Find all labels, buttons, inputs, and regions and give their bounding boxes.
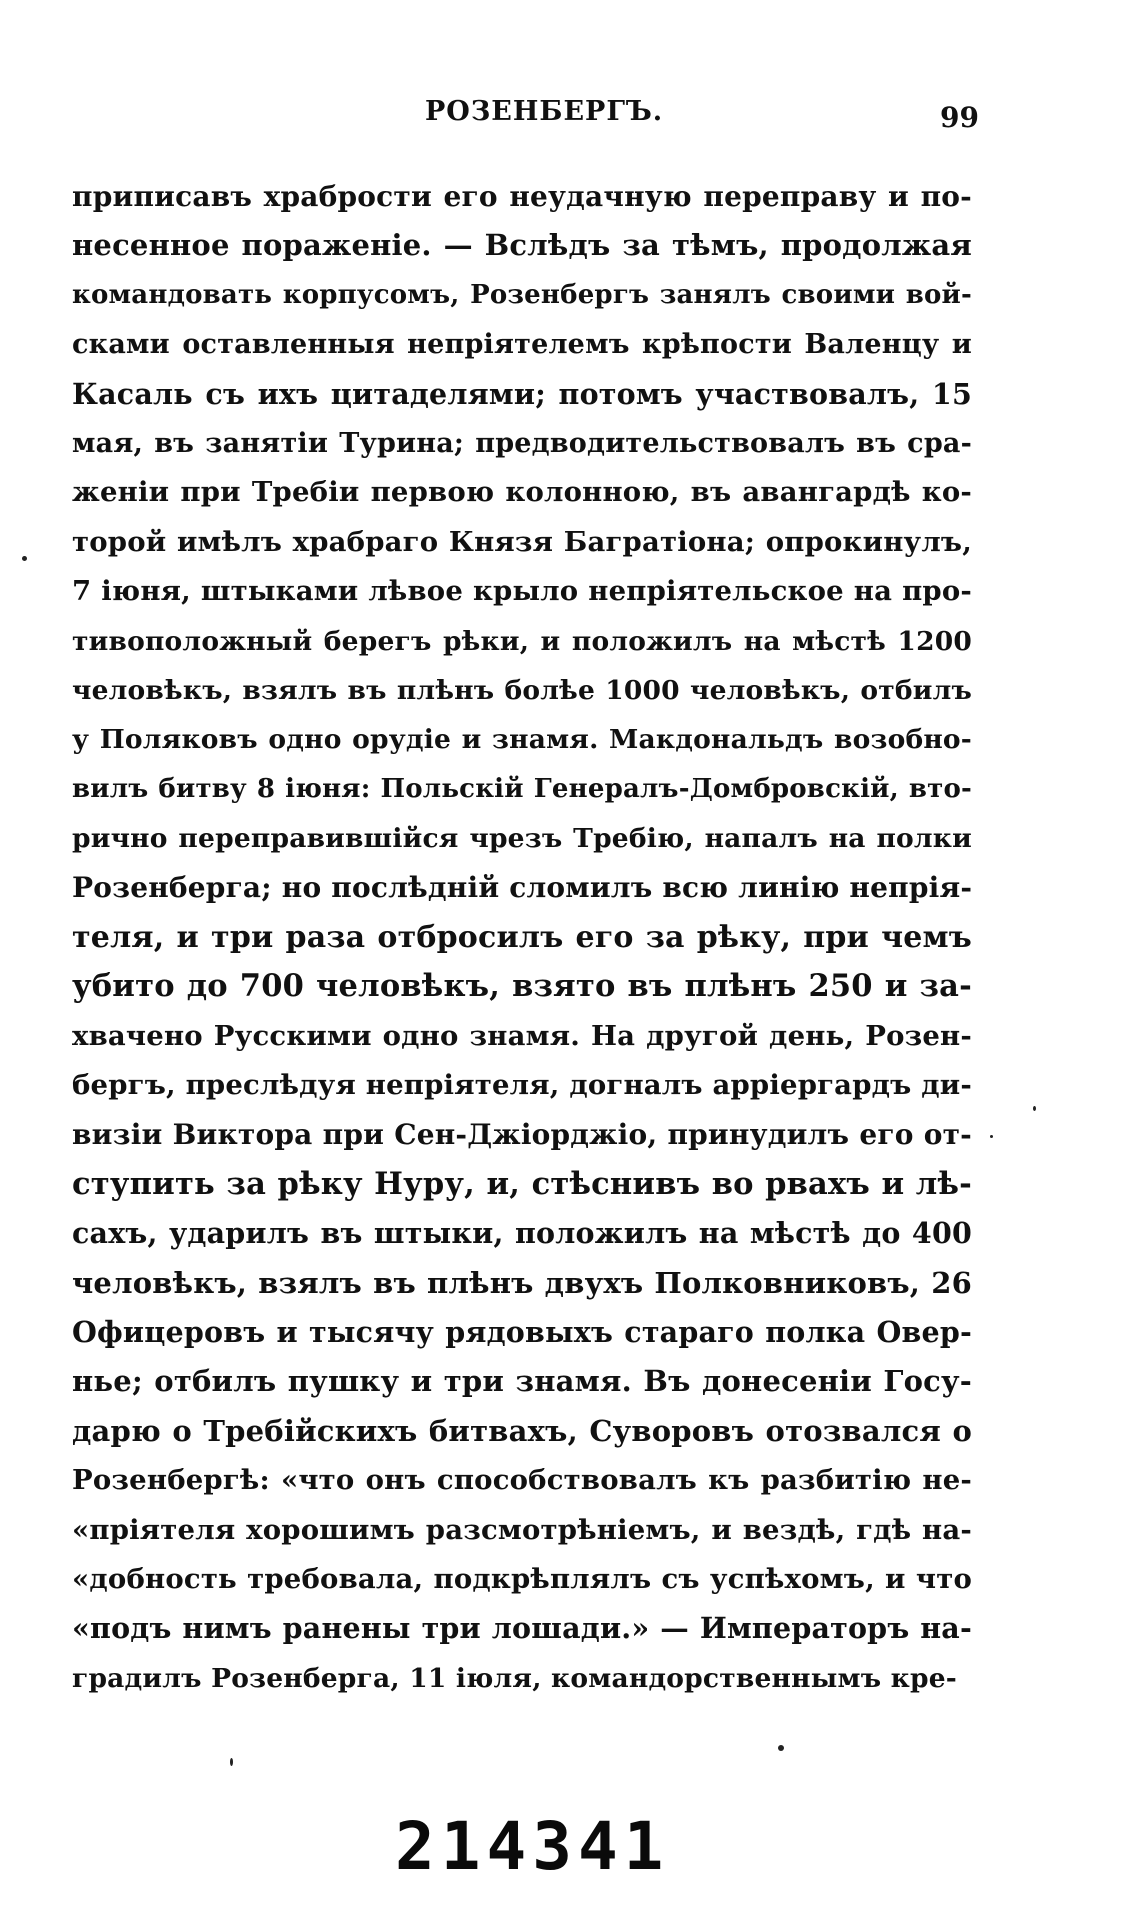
- text-line: «пріятеля хорошимъ разсмотрѣніемъ, и вездѣ, гдѣ на-: [72, 1513, 972, 1546]
- text-line: 7 іюня, штыками лѣвое крыло непріятельское на про-: [72, 575, 972, 608]
- text-line: сахъ, ударилъ въ штыки, положилъ на мѣстѣ до 400: [72, 1216, 972, 1251]
- text-line: Офицеровъ и тысячу рядовыхъ стараго полка Овер-: [72, 1314, 972, 1349]
- text-line: Касаль съ ихъ цитаделями; потомъ участвовалъ, 15: [72, 376, 972, 411]
- text-line: градилъ Розенберга, 11 іюля, командорственнымъ кре-: [72, 1662, 957, 1694]
- running-head: РОЗЕНБЕРГЪ.: [425, 96, 664, 127]
- text-line: хвачено Русскими одно знамя. На другой день, Розен-: [72, 1019, 972, 1052]
- text-line: командовать корпусомъ, Розенбергъ занялъ своими вой-: [72, 279, 972, 310]
- text-line: человѣкъ, взялъ въ плѣнъ двухъ Полковниковъ, 26: [72, 1265, 972, 1300]
- text-line: человѣкъ, взялъ въ плѣнъ болѣе 1000 человѣкъ, отбилъ: [72, 674, 972, 706]
- print-speck: [990, 1135, 993, 1138]
- page-number: 99: [940, 101, 979, 134]
- print-speck: [22, 556, 27, 561]
- text-line: рично переправившійся чрезъ Требію, напалъ на полки: [72, 823, 972, 855]
- text-line: у Поляковъ одно орудіе и знамя. Макдональдъ возобно-: [72, 724, 972, 756]
- print-speck: [778, 1745, 784, 1751]
- text-line: убито до 700 человѣкъ, взято въ плѣнъ 250 и за-: [72, 968, 972, 1005]
- text-line: приписавъ храбрости его неудачную переправу и по-: [72, 180, 972, 213]
- body-text: [72, 172, 972, 1703]
- text-line: женіи при Требіи первою колонною, въ авангардѣ ко-: [72, 476, 972, 509]
- text-line: сками оставленныя непріятелемъ крѣпости Валенцу и: [72, 329, 972, 361]
- text-line: «добность требовала, подкрѣплялъ съ успѣхомъ, и что: [72, 1562, 972, 1595]
- text-line: ступить за рѣку Нуру, и, стѣснивъ во рвахъ и лѣ-: [72, 1165, 972, 1202]
- text-line: вилъ битву 8 іюня: Польскій Генералъ-Домбровскій, вто-: [72, 773, 972, 804]
- text-line: «подъ нимъ ранены три лошади.» — Императоръ на-: [72, 1611, 972, 1646]
- print-speck: [230, 1758, 233, 1766]
- text-line: нье; отбилъ пушку и три знамя. Въ донесеніи Госу-: [72, 1364, 972, 1399]
- print-speck: [1033, 1106, 1036, 1111]
- text-line: теля, и три раза отбросилъ его за рѣку, при чемъ: [72, 919, 972, 955]
- text-line: дарю о Требійскихъ битвахъ, Суворовъ отозвался о: [72, 1413, 972, 1448]
- text-line: торой имѣлъ храбраго Князя Багратіона; опрокинулъ,: [72, 525, 972, 558]
- text-line: мая, въ занятіи Турина; предводительствовалъ въ сра-: [72, 427, 972, 459]
- text-line: Розенберга; но послѣдній сломилъ всю линію непрія-: [72, 871, 973, 905]
- text-line: тивоположный берегъ рѣки, и положилъ на мѣстѣ 1200: [72, 625, 972, 657]
- text-line: бергъ, преслѣдуя непріятеля, догналъ арріергардъ ди-: [72, 1069, 972, 1102]
- text-line: визіи Виктора при Сен-Джіорджіо, принудилъ его от-: [72, 1118, 972, 1152]
- text-line: несенное пораженіе. — Вслѣдъ за тѣмъ, продолжая: [72, 228, 972, 263]
- text-line: Розенбергѣ: «что онъ способствовалъ къ разбитію не-: [72, 1464, 972, 1497]
- inventory-stamp-number: 214341: [395, 1808, 670, 1885]
